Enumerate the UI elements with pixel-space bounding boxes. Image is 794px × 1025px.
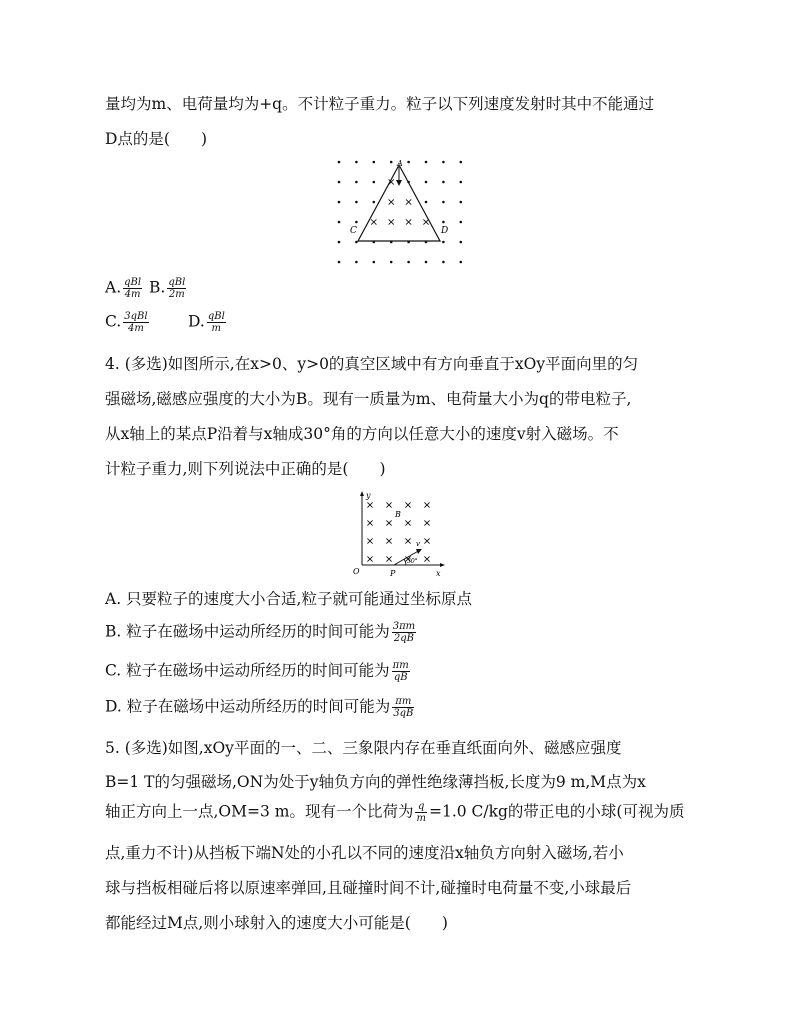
q5-text-line-1: 5. (多选)如图,xOy平面的一、二、三象限内存在垂直纸面向外、磁感应强度 (105, 739, 622, 757)
entry-arrow-head (396, 180, 402, 186)
q4-field-figure (350, 490, 450, 580)
label-v: v (416, 540, 420, 548)
q3-triangle-figure (330, 155, 470, 270)
q3-option-c: C. $\frac{\text{3qBl}}{4m}$ (105, 311, 148, 334)
q4-text-line-3: 从x轴上的某点P沿着与x轴成30°角的方向以任意大小的速度v射入磁场。不 (105, 425, 619, 443)
field-crosses-into-page (371, 179, 428, 224)
q4-option-d: D. 粒子在磁场中运动所经历的时间可能为 $\frac{\pi m}{3qB}$ (105, 696, 414, 719)
angle-arc (404, 559, 406, 565)
label-y: y (366, 491, 371, 500)
field-dots-out-of-page (338, 161, 462, 264)
x-axis-arrow (440, 563, 445, 567)
label-c: C (350, 226, 357, 236)
q3-text-line-2: D点的是( ) (105, 130, 208, 148)
q5-text-line-5: 球与挡板相碰后将以原速率弹回,且碰撞时间不计,碰撞时电荷量不变,小球最后 (105, 879, 632, 897)
q5-text-line-3: 轴正方向上一点,OM=3 m。现有一个比荷为 $\frac{q}{m}$ =1.0 C/kg的带正电的小球(可视为质 (105, 801, 685, 824)
y-axis-arrow (360, 491, 364, 496)
q3-option-a: A. $\frac{\text{qBl}}{4m}$ B. $\frac{\text{qBl}}{2m}$ (105, 277, 186, 300)
q5-text-line-6: 都能经过M点,则小球射入的速度大小可能是( ) (105, 914, 448, 932)
q3-option-d: D. $\frac{\text{qBl}}{m}$ (188, 311, 225, 334)
q4-option-c: C. 粒子在磁场中运动所经历的时间可能为 $\frac{\pi m}{qB}$ (105, 660, 409, 683)
q4-text-line-4: 计粒子重力,则下列说法中正确的是( ) (105, 460, 386, 478)
q4-option-b: B. 粒子在磁场中运动所经历的时间可能为 $\frac{3\pi m}{2qB}$ (105, 621, 416, 644)
label-b: B (395, 510, 401, 519)
label-d: D (441, 226, 449, 236)
label-p: P (390, 569, 396, 578)
q4-text-line-1: 4. (多选)如图所示,在x>0、y>0的真空区域中有方向垂直于xOy平面向里的匀 (105, 355, 639, 373)
label-o: O (353, 567, 360, 576)
q4-option-a: A. 只要粒子的速度大小合适,粒子就可能通过坐标原点 (105, 590, 472, 608)
q3-text-line-1: 量均为m、电荷量均为+q。不计粒子重力。粒子以下列速度发射时其中不能通过 (105, 95, 655, 113)
q5-text-line-4: 点,重力不计)从挡板下端N处的小孔以不同的速度沿x轴负方向射入磁场,若小 (105, 844, 624, 862)
q4-text-line-2: 强磁场,磁感应强度的大小为B。现有一质量为m、电荷量大小为q的带电粒子, (105, 390, 632, 408)
q5-text-line-2: B=1 T的匀强磁场,ON为处于y轴负方向的弹性绝缘薄挡板,长度为9 m,M点为x (105, 773, 646, 791)
label-a: A (397, 159, 403, 168)
label-angle: 30° (407, 558, 418, 565)
label-x: x (436, 569, 441, 578)
